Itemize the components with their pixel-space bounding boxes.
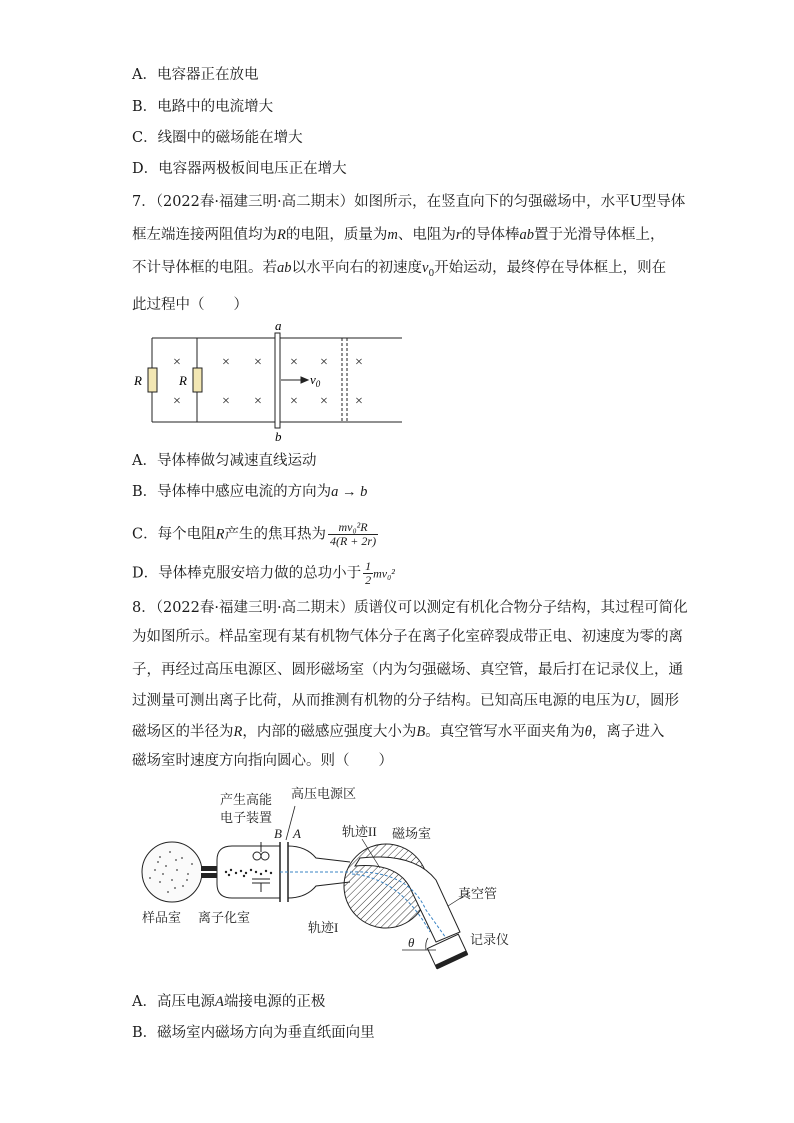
neck-pipe	[288, 846, 350, 862]
svg-text:×: ×	[290, 394, 298, 409]
q7-circuit-figure	[130, 320, 410, 445]
label-r2: R	[179, 373, 187, 388]
q8-option-a: A．高压电源A端接电源的正极	[132, 994, 326, 1010]
resistor-2	[193, 368, 202, 392]
q8-stem-line2: 为如图所示。样品室现有某有机物气体分子在离子化室碎裂成带正电、初速度为零的离	[132, 629, 683, 645]
q7-stem-line1: 7．（2022春·福建三明·高二期末）如图所示，在竖直向下的匀强磁场中，水平U型导体	[132, 194, 686, 210]
svg-text:×: ×	[222, 394, 230, 409]
label-b: b	[275, 429, 282, 444]
resistor-1	[148, 368, 157, 392]
svg-text:×: ×	[173, 394, 181, 409]
velocity-arrow	[281, 377, 308, 383]
rod-final-position	[342, 338, 347, 422]
label-v0: $v_0$	[310, 372, 321, 389]
svg-text:×: ×	[355, 355, 363, 370]
q8-stem-line4: 过测量可测出离子比荷，从而推测有机物的分子结构。已知高压电源的电压为U，圆形	[132, 693, 679, 709]
label-plate-a: A	[293, 826, 301, 841]
q8-stem-line3: 子，再经过高压电源区、圆形磁场室（内为匀强磁场、真空管，最后打在记录仪上，通	[132, 662, 683, 678]
q6-option-a: A．电容器正在放电	[132, 67, 259, 83]
sample-chamber	[142, 842, 202, 902]
rod-ab	[275, 333, 280, 428]
q8-stem-line1: 8．（2022春·福建三明·高二期末）质谱仪可以测定有机化合物分子结构，其过程可简化	[132, 600, 688, 616]
svg-text:×: ×	[290, 355, 298, 370]
label-hv: 高压电源区	[291, 786, 357, 801]
q6-option-b: B．电路中的电流增大	[132, 99, 274, 115]
label-mag: 磁场室	[392, 826, 432, 841]
q7-option-a: A．导体棒做匀减速直线运动	[132, 453, 317, 469]
svg-text:×: ×	[222, 355, 230, 370]
label-track1: 轨迹I	[308, 920, 339, 935]
svg-text:×: ×	[320, 355, 328, 370]
q6-option-c: C．线圈中的磁场能在增大	[132, 130, 303, 146]
recorder	[427, 934, 468, 969]
q7-option-c: C．每个电阻R产生的焦耳热为 $\frac{\text{mv₀²R}}{4(R + 2r)}$	[132, 520, 377, 548]
q6-option-d: D．电容器两极板间电压正在增大	[132, 161, 347, 177]
svg-text:×: ×	[254, 355, 262, 370]
svg-text:×: ×	[254, 394, 262, 409]
q7-stem-line3: 不计导体框的电阻。若ab以水平向右的初速度$v_0$开始运动，最终停在导体框上，则在	[132, 260, 667, 279]
svg-text:×: ×	[320, 394, 328, 409]
svg-text:×: ×	[355, 394, 363, 409]
label-vac: 真空管	[458, 886, 498, 901]
label-rec: 记录仪	[470, 932, 510, 947]
q7-option-b: B．导体棒中感应电流的方向为a → b	[132, 484, 368, 500]
q7-stem-line2: 框左端连接两阻值均为R的电阻，质量为m、电阻为r的导体棒ab置于光滑导体框上，	[132, 227, 665, 243]
label-gen: 产生高能	[220, 792, 273, 807]
label-theta: θ	[408, 935, 415, 950]
svg-text:×: ×	[173, 355, 181, 370]
label-ion: 离子化室	[198, 910, 251, 925]
label-gen2: 电子装置	[220, 810, 273, 825]
q8-mass-spectrometer-figure	[130, 782, 550, 977]
label-sample: 样品室	[142, 910, 182, 925]
q7-stem-line4: 此过程中（ ）	[132, 297, 248, 313]
q8-stem-line6: 磁场室时速度方向指向圆心。则（ ）	[132, 753, 393, 769]
label-plate-b: B	[274, 826, 282, 841]
label-a: a	[275, 320, 282, 333]
q8-option-b: B．磁场室内磁场方向为垂直纸面向里	[132, 1025, 375, 1041]
q8-stem-line5: 磁场区的半径为R，内部的磁感应强度大小为B。真空管写水平面夹角为θ，离子进入	[132, 724, 665, 740]
q7-option-d: D．导体棒克服安培力做的总功小于 $\frac{1}{2}$ mv₀²	[132, 559, 395, 587]
label-r1: R	[134, 373, 142, 388]
label-track2: 轨迹II	[342, 824, 377, 839]
